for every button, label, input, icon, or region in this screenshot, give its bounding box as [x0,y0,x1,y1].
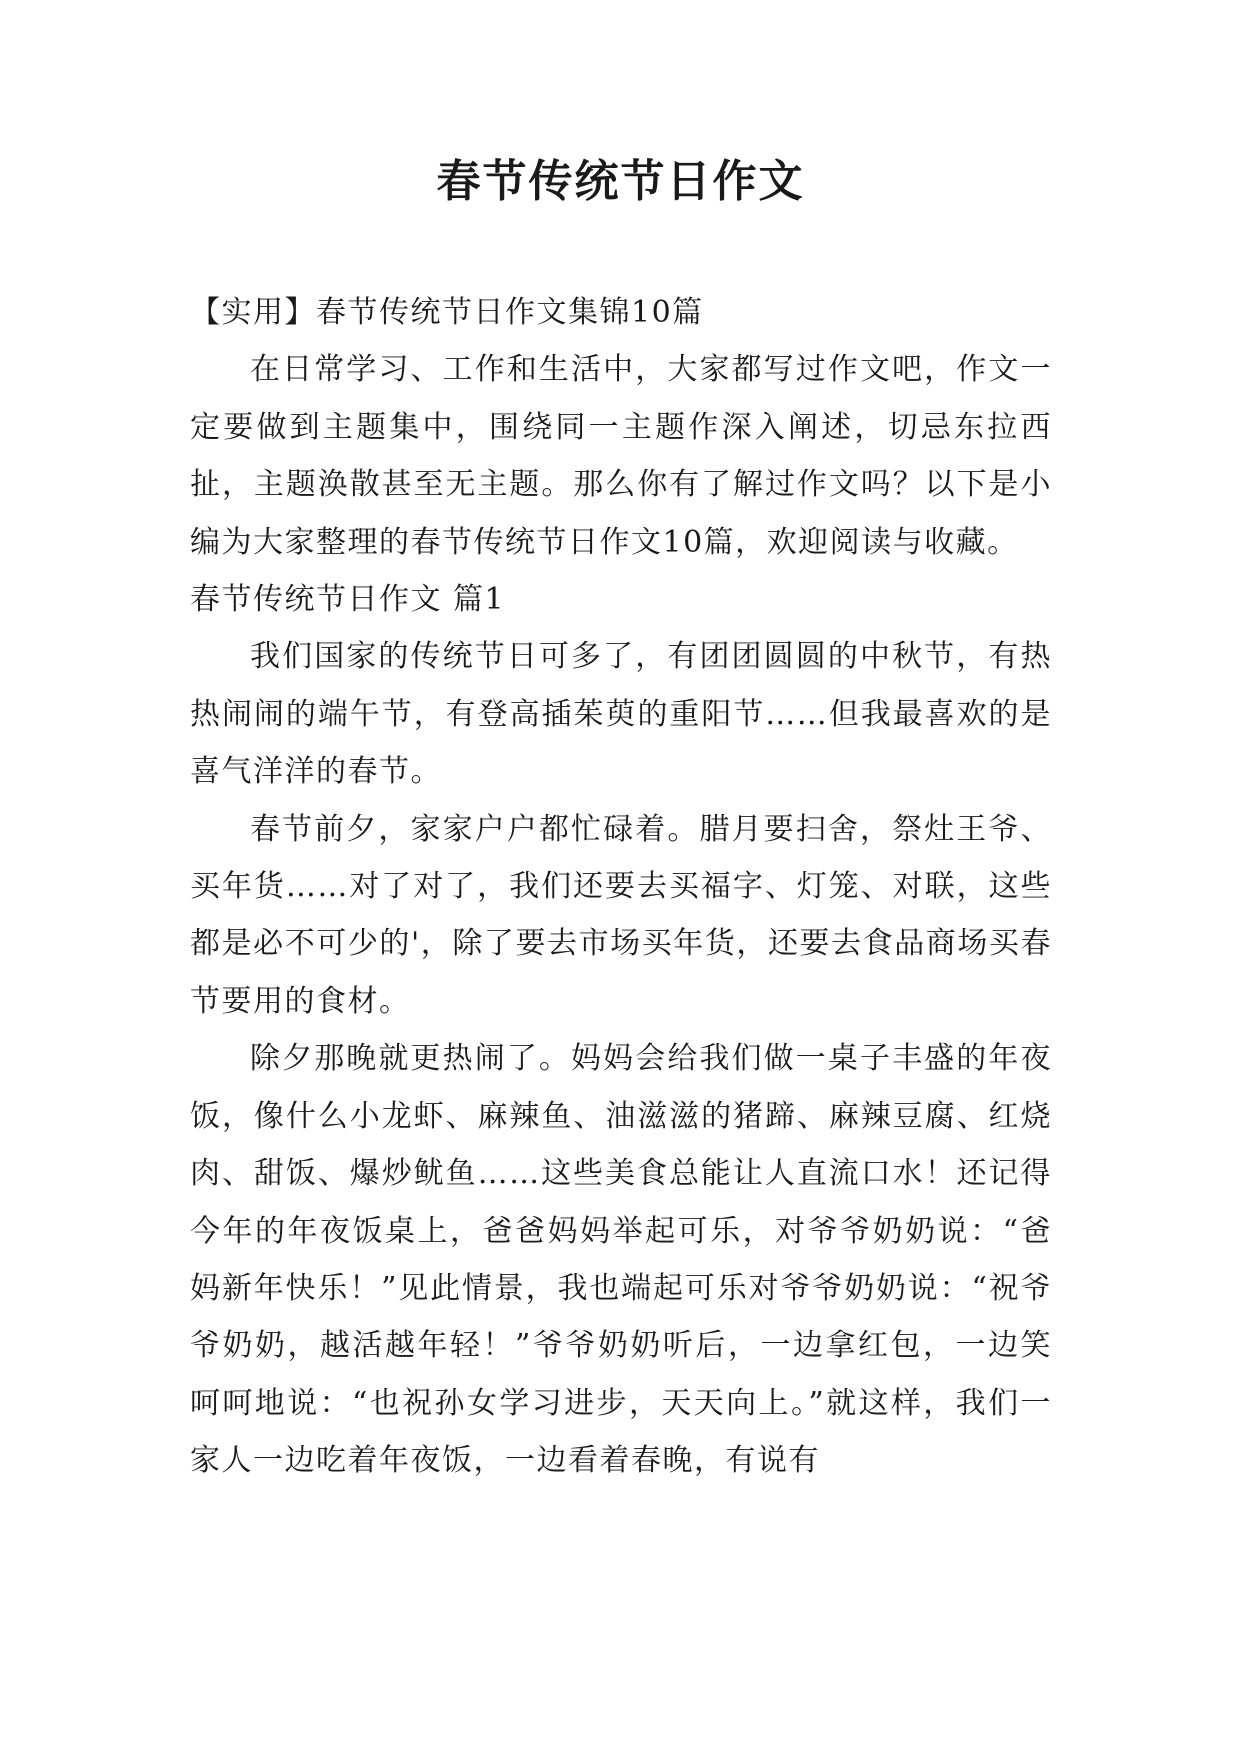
section-heading: 春节传统节日作文 篇1 [190,582,506,618]
intro-paragraph: 在日常学习、工作和生活中，大家都写过作文吧，作文一定要做到主题集中，围绕同一主题作深入阐述，切忌东拉西扯，主题涣散甚至无主题。那么你有了解过作文吗？以下是小编为大家整理的春节传统节日作文10篇，欢迎阅读与收藏。 [190,352,1052,560]
document-title: 春节传统节日作文 [436,156,805,207]
body-paragraph: 春节前夕，家家户户都忙碌着。腊月要扫舍，祭灶王爷、买年货……对了对了，我们还要去买福字、灯笼、对联，这些都是必不可少的'，除了要去市场买年货，还要去食品商场买春节要用的食材。 [190,811,1052,1019]
body-paragraph: 除夕那晚就更热闹了。妈妈会给我们做一桌子丰盛的年夜饭，像什么小龙虾、麻辣鱼、油滋滋的猪蹄、麻辣豆腐、红烧肉、甜饭、爆炒鱿鱼……这些美食总能让人直流口水！还记得今年的年夜饭桌上，爸爸妈妈举起可乐，对爷爷奶奶说：“爸妈新年快乐！”见此情景，我也端起可乐对爷爷奶奶说：“祝爷爷奶奶，越活越年轻！”爷爷奶奶听后，一边拿红包，一边笑呵呵地说：“也祝孙女学习进步，天天向上。”就这样，我们一家人一边吃着年夜饭，一边看着春晚，有说有 [190,1041,1052,1479]
document-body [190,284,1052,1490]
body-paragraph: 我们国家的传统节日可多了，有团团圆圆的中秋节，有热热闹闹的端午节，有登高插茱萸的重阳节……但我最喜欢的是喜气洋洋的春节。 [190,639,1052,790]
article-subtitle: 【实用】春节传统节日作文集锦10篇 [190,295,704,330]
